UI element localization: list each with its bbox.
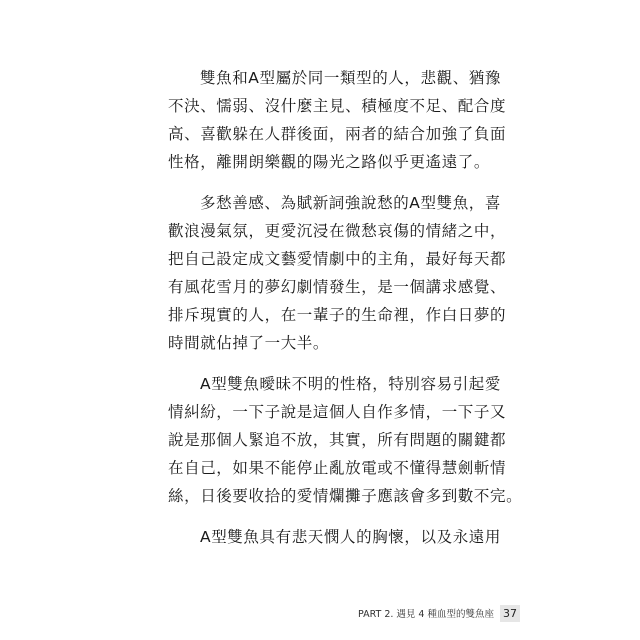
body-text-line: A型雙魚曖昧不明的性格，特別容易引起愛 xyxy=(200,375,502,393)
body-text-line: 雙魚和A型屬於同一類型的人，悲觀、猶豫 xyxy=(200,69,502,87)
body-text-line: 時間就佔掉了一大半。 xyxy=(168,334,330,352)
body-text-line: 排斥現實的人，在一輩子的生命裡，作白日夢的 xyxy=(168,306,507,324)
page-number: 37 xyxy=(500,605,520,622)
body-text-line: 情糾紛，一下子說是這個人自作多情，一下子又 xyxy=(168,403,507,421)
body-text-line: 不決、懦弱、沒什麼主見、積極度不足、配合度 xyxy=(168,97,507,115)
body-text-line: 絲，日後要收拾的愛情爛攤子應該會多到數不完。 xyxy=(168,487,523,505)
body-text-line: 有風花雪月的夢幻劇情發生，是一個講求感覺、 xyxy=(168,278,507,296)
body-text-line: 歡浪漫氣氛，更愛沉浸在微愁哀傷的情緒之中， xyxy=(168,222,507,240)
body-text-line: 高、喜歡躲在人群後面，兩者的結合加強了負面 xyxy=(168,125,507,143)
body-text-line: 性格，離開朗樂觀的陽光之路似乎更遙遠了。 xyxy=(168,153,491,171)
body-text-line: 在自己，如果不能停止亂放電或不懂得慧劍斬情 xyxy=(168,459,507,477)
body-text-line: A型雙魚具有悲天憫人的胸懷，以及永遠用 xyxy=(200,528,502,546)
running-title: PART 2. 遇見 4 種血型的雙魚座 xyxy=(357,609,494,620)
body-text-line: 說是那個人緊追不放，其實，所有問題的關鍵都 xyxy=(168,431,507,449)
body-text-line: 把自己設定成文藝愛情劇中的主角，最好每天都 xyxy=(168,250,507,268)
body-text-line: 多愁善感、為賦新詞強說愁的A型雙魚，喜 xyxy=(200,194,502,212)
page-footer xyxy=(357,604,520,622)
